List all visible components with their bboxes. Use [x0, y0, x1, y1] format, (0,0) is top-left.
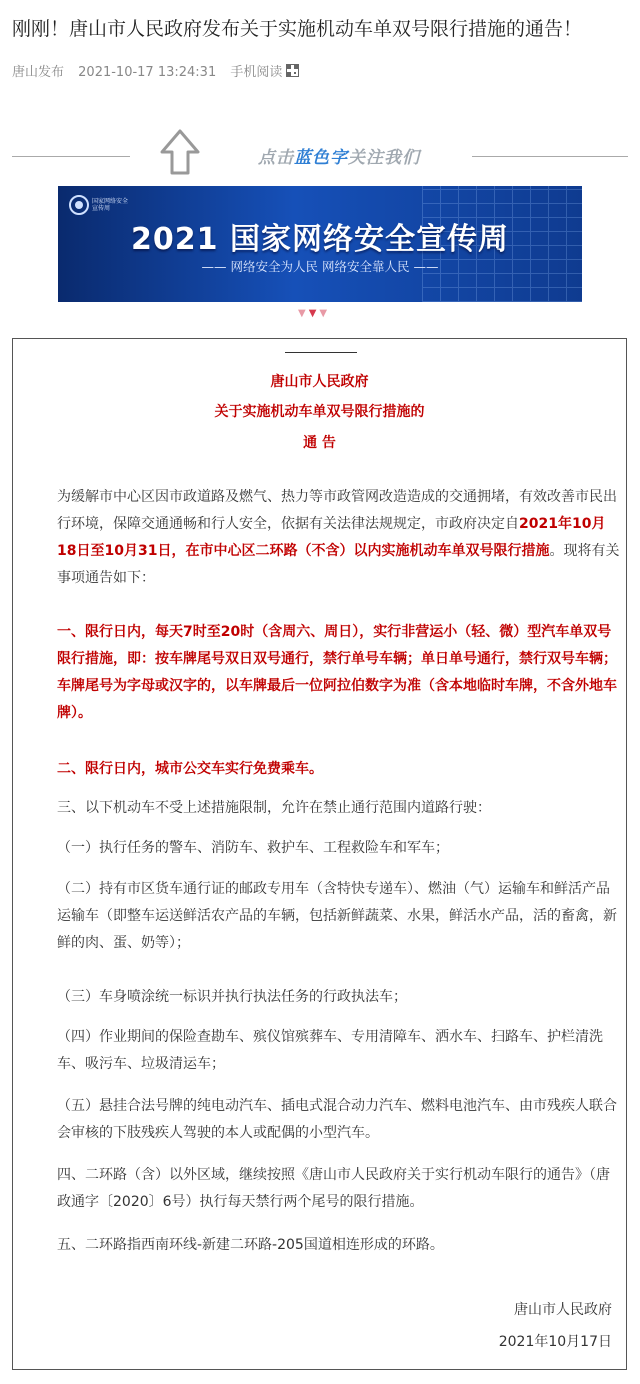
banner-subtitle: —— 网络安全为人民 网络安全靠人民 ——: [201, 259, 439, 274]
qr-code-icon[interactable]: [286, 64, 299, 77]
notice-top-rule: [285, 352, 357, 353]
banner-title: 2021 国家网络安全宣传周: [131, 222, 509, 257]
notice-sub-1: （一）执行任务的警车、消防车、救护车、工程救险车和军车；: [57, 840, 449, 856]
follow-text[interactable]: [258, 143, 420, 168]
section-dots: ▼▼▼: [298, 308, 331, 319]
up-arrow-icon: [158, 128, 202, 176]
divider-left: [12, 156, 130, 157]
divider-right: [472, 156, 628, 157]
shield-logo-icon: [68, 194, 90, 216]
notice-item-2: 二、限行日内，城市公交车实行免费乘车。: [57, 761, 323, 777]
publish-datetime: 2021-10-17 13:24:31: [78, 65, 217, 80]
notice-item-1: 一、限行日内，每天7时至20时（含周六、周日），实行非营运小（轻、微）型汽车单双号限行措施，即：按车牌尾号双日双号通行，禁行单号车辆；单日单号通行，禁行双号车辆；车牌尾号为字母或汉字的，以车牌最后一位阿拉伯数字为准（含本地临时车牌，不含外地车牌）。: [57, 624, 617, 721]
notice-doc-type: 通 告: [303, 435, 336, 451]
notice-intro: 为缓解市中心区因市政道路及燃气、热力等市政管网改造造成的交通拥堵，有效改善市民出行环境，保障交通通畅和行人安全，依据有关法律法规规定，市政府决定自2021年10月18日至10月31日，在市中心区二环路（不含）以内实施机动车单双号限行措施。现将有关事项通告如下：: [57, 489, 620, 586]
notice-item-3: 三、以下机动车不受上述措施限制，允许在禁止通行范围内道路行驶：: [57, 800, 491, 816]
banner-logo-text: 国家网络安全宣传周: [92, 198, 129, 212]
follow-suffix: 关注我们: [348, 148, 420, 168]
mobile-read-link[interactable]: [230, 65, 309, 80]
notice-date: 2021年10月17日: [498, 1334, 612, 1350]
notice-sub-2: （二）持有市区货车通行证的邮政专用车（含特快专递车）、燃油（气）运输车和鲜活产品运输车（即整车运送鲜活农产品的车辆，包括新鲜蔬菜、水果，鲜活水产品，活的畜禽，新鲜的肉、蛋、奶等）；: [57, 881, 617, 951]
article-title: 刚刚！唐山市人民政府发布关于实施机动车单双号限行措施的通告！: [12, 18, 583, 40]
follow-highlight: 蓝色字: [294, 148, 348, 168]
follow-prompt[interactable]: [0, 128, 640, 178]
notice-box: [12, 338, 627, 1370]
notice-item-5: 五、二环路指西南环线-新建二环路-205国道相连形成的环路。: [57, 1237, 444, 1253]
follow-prefix: 点击: [258, 148, 294, 168]
notice-signature: 唐山市人民政府: [514, 1302, 612, 1318]
mobile-read-label: 手机阅读: [230, 65, 283, 80]
notice-sub-3: （三）车身喷涂统一标识并执行执法任务的行政执法车；: [57, 989, 407, 1005]
notice-item-4: 四、二环路（含）以外区域，继续按照《唐山市人民政府关于实行机动车限行的通告》（唐政通字〔2020〕6号）执行每天禁行两个尾号的限行措施。: [57, 1167, 610, 1210]
notice-subject: 关于实施机动车单双号限行措施的: [214, 404, 425, 420]
source-account-link[interactable]: 唐山发布: [12, 65, 65, 80]
article-meta: [12, 61, 319, 80]
notice-sub-4: （四）作业期间的保险查勘车、殡仪馆殡葬车、专用清障车、洒水车、扫路车、护栏清洗车、吸污车、垃圾清运车；: [57, 1029, 603, 1072]
notice-issuer: 唐山市人民政府: [270, 374, 369, 390]
notice-sub-5: （五）悬挂合法号牌的纯电动汽车、插电式混合动力汽车、燃料电池汽车、由市残疾人联合会审核的下肢残疾人驾驶的本人或配偶的小型汽车。: [57, 1098, 617, 1141]
cybersecurity-week-banner: [58, 186, 582, 302]
